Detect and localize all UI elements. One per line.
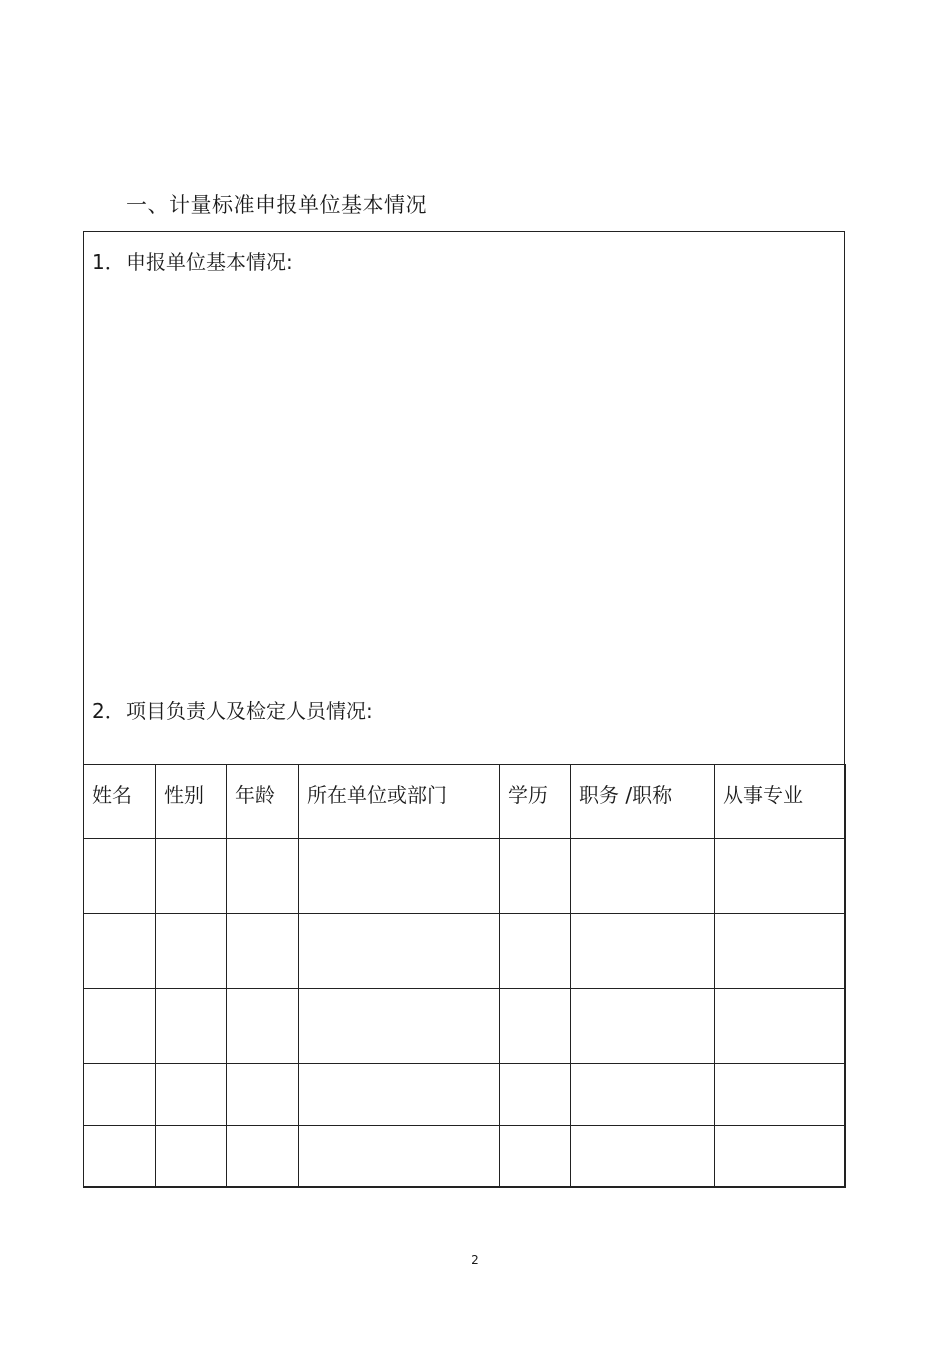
staff-table [83,764,846,1188]
staff-info-heading [92,695,373,724]
cell-education[interactable] [500,914,571,989]
cell-title[interactable] [571,1126,715,1188]
cell-title[interactable] [571,839,715,914]
table-header-row [84,765,846,839]
cell-department[interactable] [299,1126,500,1188]
item-number: 2． [92,699,125,723]
cell-gender[interactable] [156,1126,227,1188]
cell-gender[interactable] [156,1064,227,1126]
cell-department[interactable] [299,1064,500,1126]
cell-gender[interactable] [156,914,227,989]
item-number: 1． [92,250,125,274]
cell-education[interactable] [500,1126,571,1188]
page-number: 2 [471,1253,479,1267]
cell-gender[interactable] [156,989,227,1064]
cell-age[interactable] [227,1064,299,1126]
applicant-basic-info-heading [92,246,293,275]
cell-age[interactable] [227,914,299,989]
cell-age[interactable] [227,989,299,1064]
table-row [84,989,846,1064]
cell-name[interactable] [84,839,156,914]
cell-specialty[interactable] [715,1126,846,1188]
cell-name[interactable] [84,914,156,989]
item-label: 项目负责人及检定人员情况: [126,699,373,723]
cell-name[interactable] [84,989,156,1064]
cell-title[interactable] [571,1064,715,1126]
table-row [84,839,846,914]
cell-specialty[interactable] [715,989,846,1064]
table-row [84,1064,846,1126]
header-education: 学历 [500,765,571,839]
section-heading: 一、计量标准申报单位基本情况 [126,193,427,217]
cell-age[interactable] [227,1126,299,1188]
header-gender: 性别 [156,765,227,839]
header-name: 姓名 [84,765,156,839]
cell-education[interactable] [500,839,571,914]
header-age: 年龄 [227,765,299,839]
cell-department[interactable] [299,914,500,989]
cell-gender[interactable] [156,839,227,914]
cell-department[interactable] [299,839,500,914]
cell-department[interactable] [299,989,500,1064]
header-department: 所在单位或部门 [299,765,500,839]
item-label: 申报单位基本情况: [126,250,293,274]
cell-title[interactable] [571,914,715,989]
cell-name[interactable] [84,1064,156,1126]
applicant-info-form [83,231,845,1187]
cell-title[interactable] [571,989,715,1064]
header-title: 职务 /职称 [571,765,715,839]
table-row [84,1126,846,1188]
header-specialty: 从事专业 [715,765,846,839]
cell-education[interactable] [500,1064,571,1126]
cell-education[interactable] [500,989,571,1064]
cell-specialty[interactable] [715,914,846,989]
cell-age[interactable] [227,839,299,914]
cell-name[interactable] [84,1126,156,1188]
cell-specialty[interactable] [715,839,846,914]
cell-specialty[interactable] [715,1064,846,1126]
table-row [84,914,846,989]
